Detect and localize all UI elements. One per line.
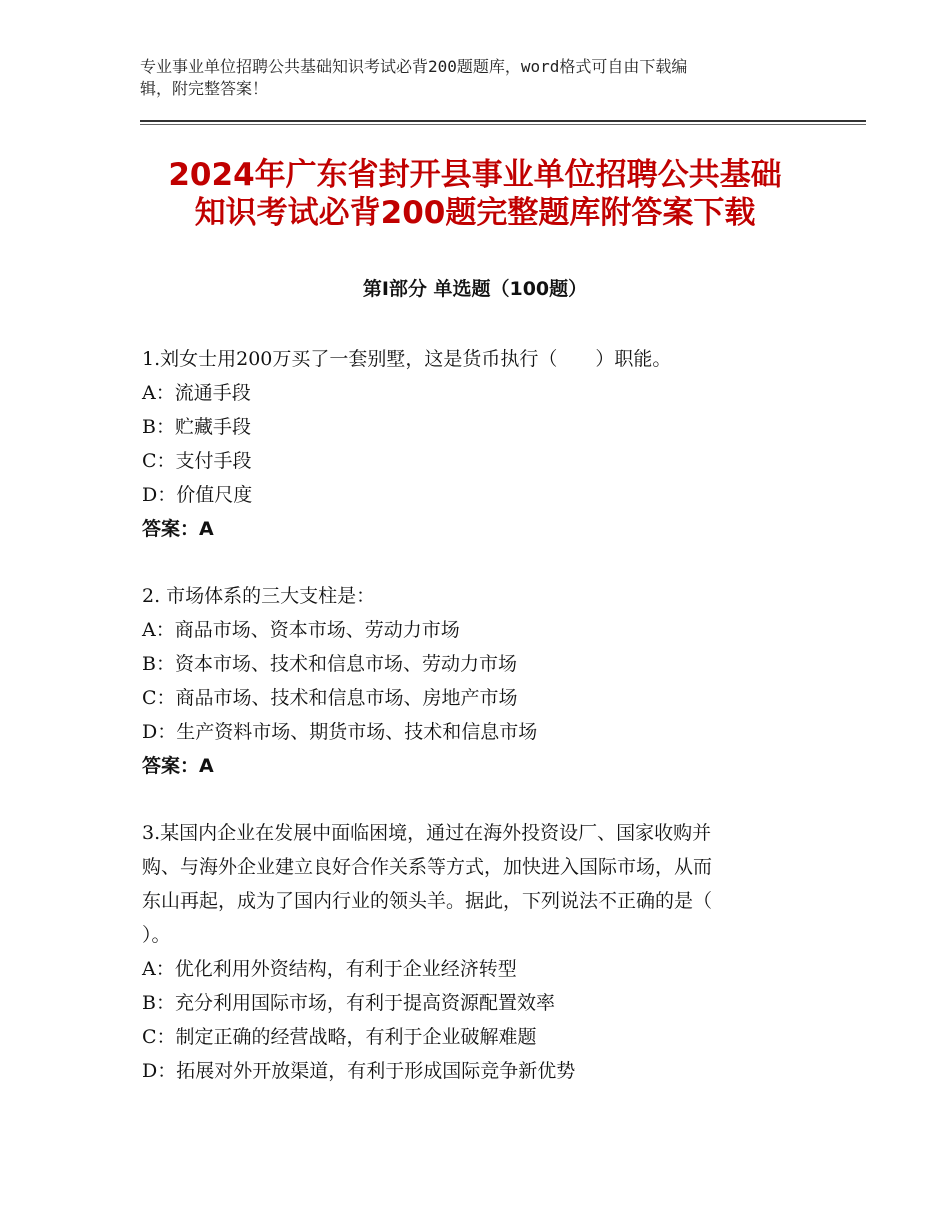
section-title: 第Ⅰ部分 单选题（100题） [362,278,588,300]
option-d: D：价值尺度 [142,484,253,506]
option-b: B：贮藏手段 [142,416,251,438]
question-3 [142,816,812,1088]
option-b: B：充分利用国际市场，有利于提高资源配置效率 [142,992,555,1014]
option-c: C：商品市场、技术和信息市场、房地产市场 [142,687,518,709]
option-c: C：制定正确的经营战略，有利于企业破解难题 [142,1026,537,1048]
option-a: A：商品市场、资本市场、劳动力市场 [142,619,460,641]
header-note-line: 专业事业单位招聘公共基础知识考试必背200题题库，word格式可自由下载编 [140,57,688,76]
question-1 [142,342,812,546]
document-title [140,156,810,232]
option-a: A：优化利用外资结构，有利于企业经济转型 [142,958,517,980]
question-stem: 2. 市场体系的三大支柱是： [142,585,376,607]
title-line: 2024年广东省封开县事业单位招聘公共基础 [168,157,782,193]
question-stem: 3.某国内企业在发展中面临困境，通过在海外投资设厂、国家收购并 [142,822,712,844]
question-stem: 1.刘女士用200万买了一套别墅，这是货币执行（ ）职能。 [142,348,672,370]
option-d: D：拓展对外开放渠道，有利于形成国际竞争新优势 [142,1060,576,1082]
header-note [140,56,780,100]
answer-line: 答案：A [142,518,214,540]
header-note-line: 辑，附完整答案！ [140,79,269,98]
question-stem: ）。 [142,924,171,946]
header-divider [140,120,866,122]
question-stem: 购、与海外企业建立良好合作关系等方式，加快进入国际市场，从而 [142,856,713,878]
option-b: B：资本市场、技术和信息市场、劳动力市场 [142,653,517,675]
question-stem: 东山再起，成为了国内行业的领头羊。据此，下列说法不正确的是（ [142,890,713,912]
title-line: 知识考试必背200题完整题库附答案下载 [194,195,756,231]
question-list [142,342,812,1121]
header-divider-thin [140,124,866,125]
option-c: C：支付手段 [142,450,252,472]
option-a: A：流通手段 [142,382,251,404]
question-2 [142,579,812,783]
option-d: D：生产资料市场、期货市场、技术和信息市场 [142,721,538,743]
answer-line: 答案：A [142,755,214,777]
